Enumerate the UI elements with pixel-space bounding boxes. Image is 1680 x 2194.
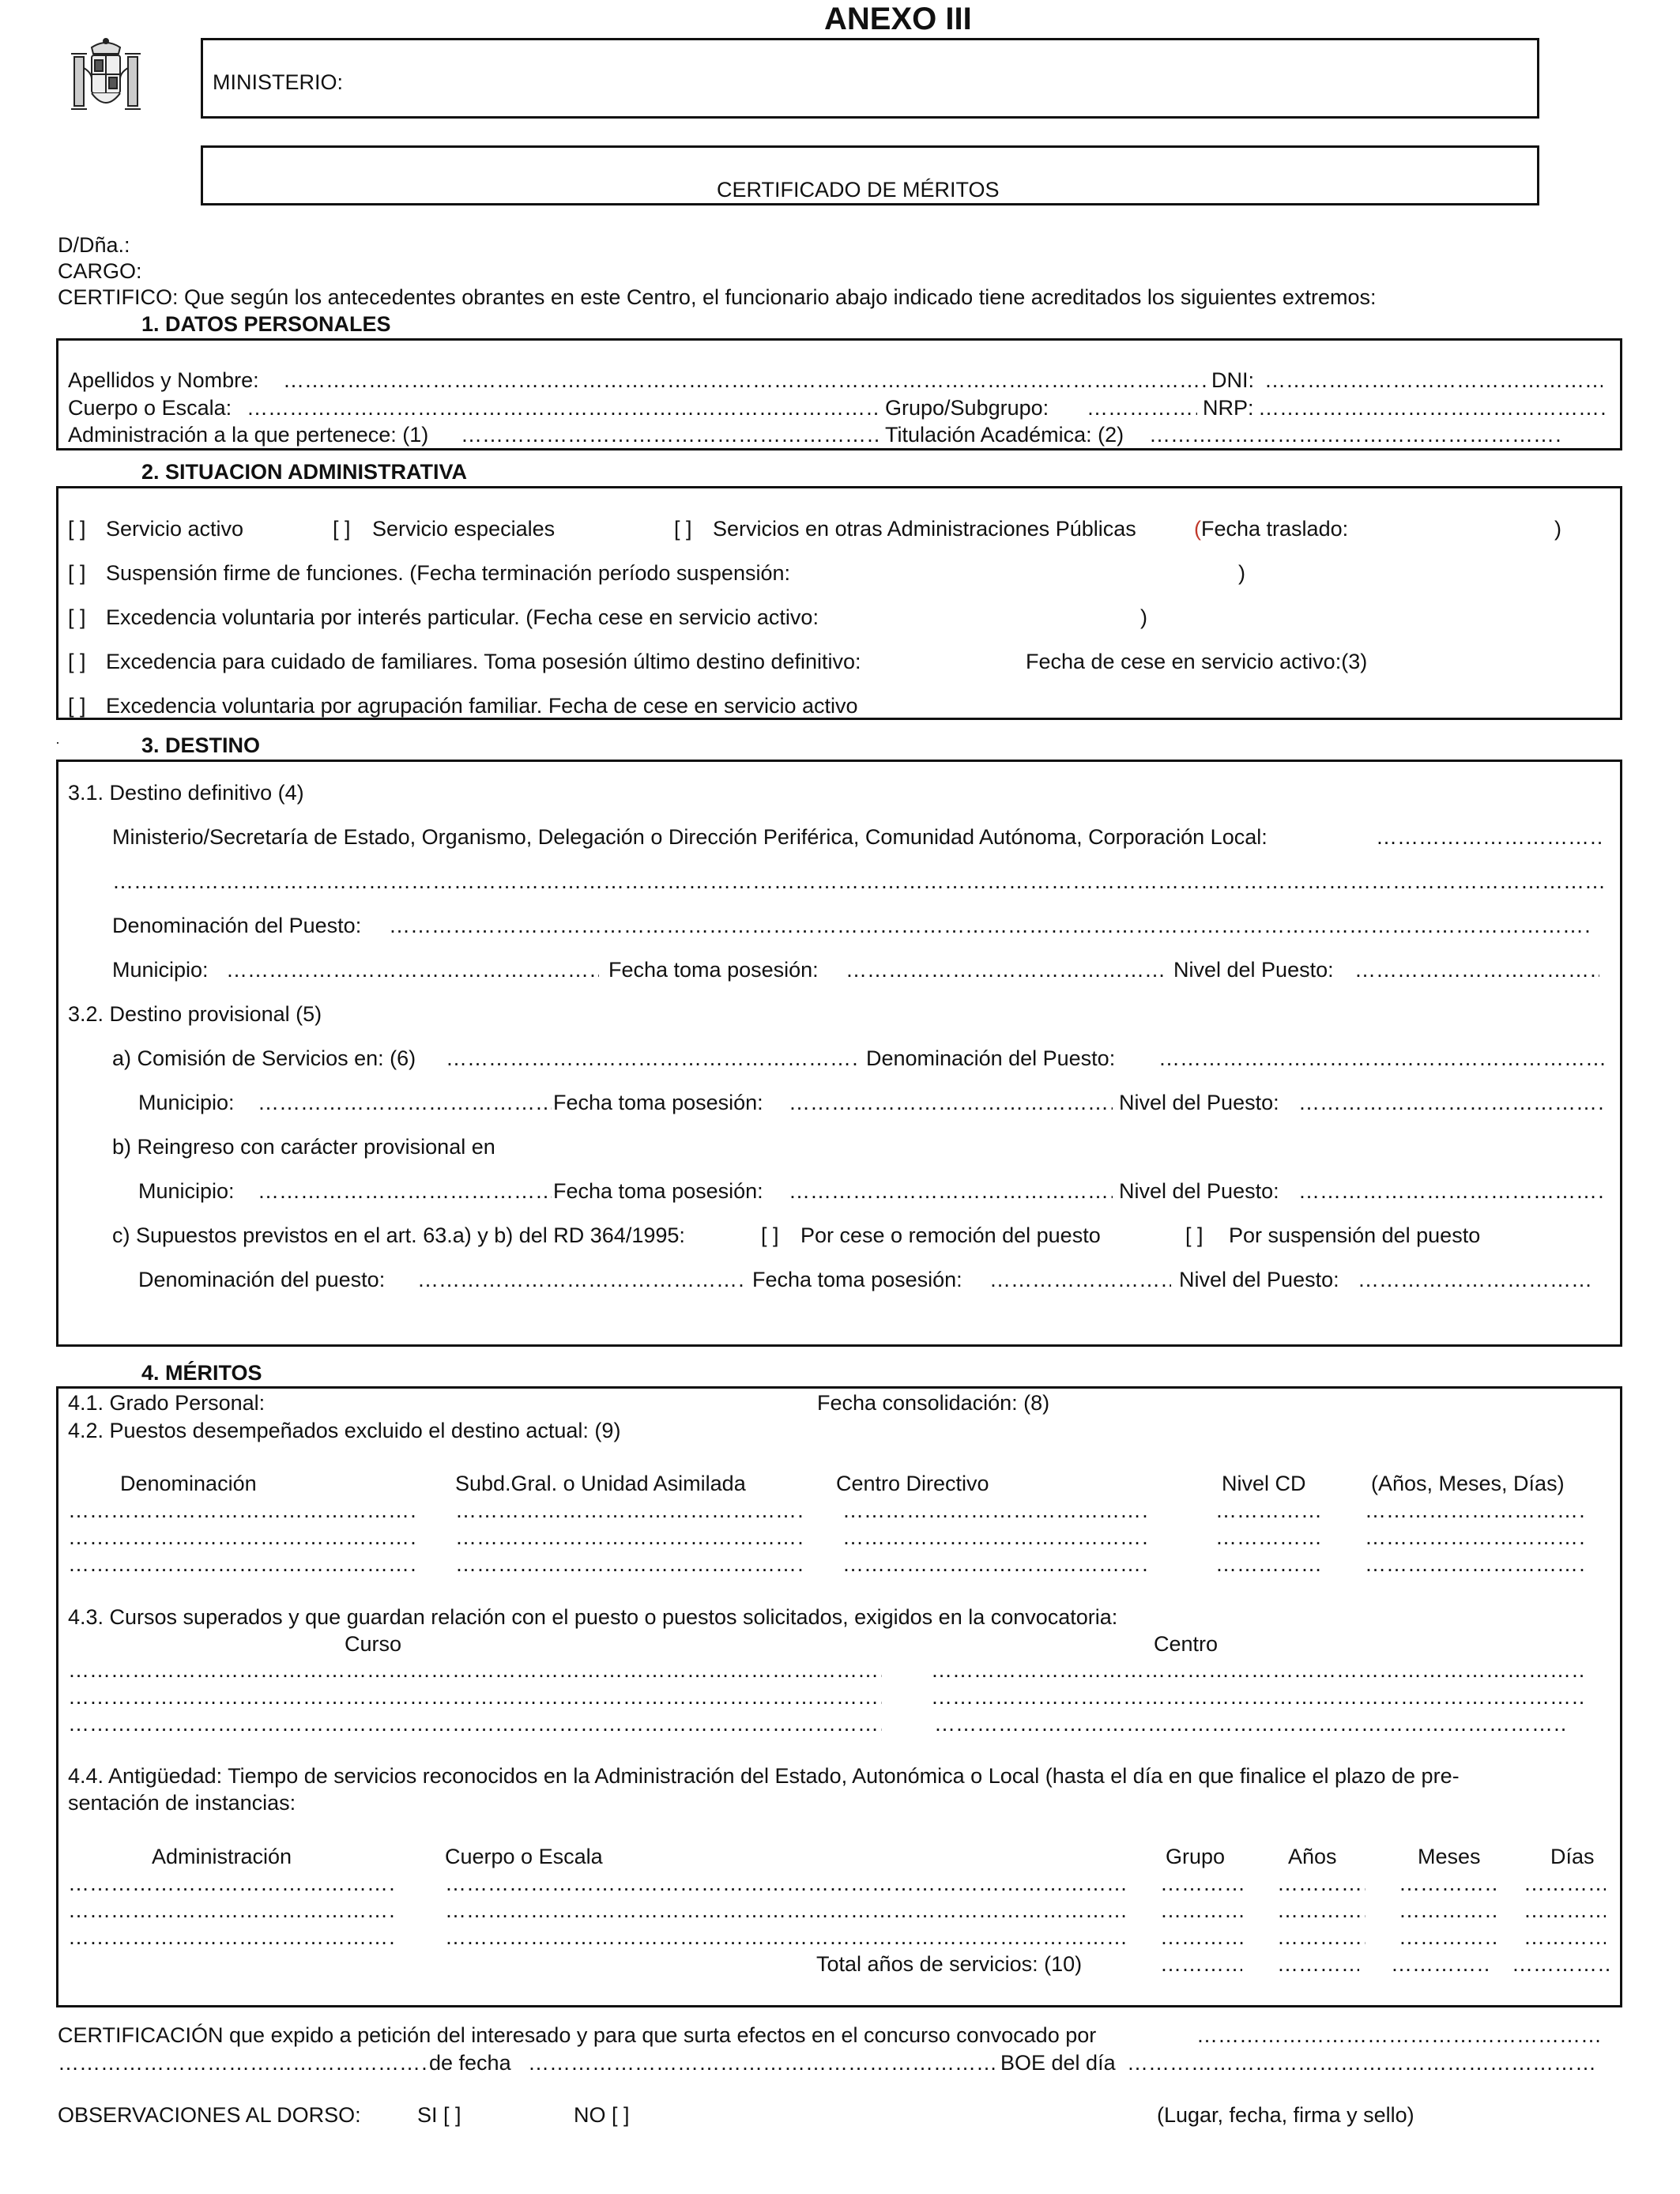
destino-provisional-title: 3.2. Destino provisional (5) [68,1002,322,1026]
dona-label: D/Dña.: [58,233,130,257]
table-row[interactable] [68,1500,416,1521]
nivel-reingreso-field[interactable] [1298,1181,1607,1202]
municipio-reingreso-field[interactable] [258,1181,552,1202]
col-centro-directivo: Centro Directivo [836,1472,989,1495]
table-row[interactable] [1524,1927,1606,1948]
table-row[interactable] [68,1713,882,1735]
fecha-toma-label: Fecha toma posesión: [608,958,819,982]
nivel-supuestos-label: Nivel del Puesto: [1179,1268,1339,1291]
comision-label: a) Comisión de Servicios en: (6) [112,1046,416,1070]
antiguedad-text-1: 4.4. Antigüedad: Tiempo de servicios reconocidos en la Administración del Estado, Autonómica o Local (hasta el día en que finalice el plazo de pre- [68,1764,1460,1788]
fecha-toma-comision-field[interactable] [789,1092,1113,1114]
nrp-label: NRP: [1203,396,1254,420]
ministerio-line-label: Ministerio/Secretaría de Estado, Organismo, Delegación o Dirección Periférica, Comunidad Autónoma, Corporación Local: [112,825,1268,849]
table-row[interactable] [68,1927,394,1948]
paren-close: ) [1238,561,1245,585]
col-centro: Centro [1154,1632,1219,1656]
ministerio-box[interactable] [201,38,1539,119]
certificado-title: CERTIFICADO DE MÉRITOS [717,178,1000,202]
grupo-label: Grupo/Subgrupo: [885,396,1049,420]
total-grupo-field[interactable] [1160,1954,1242,1975]
checkbox-suspension-puesto[interactable]: [ ] [1185,1223,1203,1247]
servicios-otras-label: Servicios en otras Administraciones Públicas [713,517,1136,541]
nivel-puesto-label: Nivel del Puesto: [1173,958,1334,982]
table-row[interactable] [68,1687,882,1708]
table-row[interactable] [1399,1900,1497,1921]
nivel-comision-field[interactable] [1298,1092,1607,1114]
checkbox-suspension[interactable]: [ ] [68,561,86,585]
table-row[interactable] [1524,1900,1606,1921]
boe-label: BOE del día [1000,2051,1116,2075]
fecha-traslado-label[interactable]: Fecha traslado: [1201,517,1349,541]
total-servicios-label: Total años de servicios: (10) [816,1952,1083,1976]
section-1-title: 1. DATOS PERSONALES [141,312,391,336]
nivel-comision-label: Nivel del Puesto: [1119,1091,1279,1114]
paren-close: ) [1140,605,1147,629]
administracion-label: Administración a la que pertenece: (1) [68,423,429,447]
checkbox-excedencia-interes[interactable]: [ ] [68,605,86,629]
nrp-field[interactable] [1258,398,1606,419]
lugar-fecha-firma: (Lugar, fecha, firma y sello) [1157,2103,1414,2127]
checkbox-si[interactable]: SI [ ] [417,2103,461,2127]
certifico-text: CERTIFICO: Que según los antecedentes obrantes en este Centro, el funcionario abajo indicado tiene acreditados los siguientes extremos: [58,285,1377,309]
suspension-label: Suspensión firme de funciones. (Fecha terminación período suspensión: [106,561,790,585]
cese-label: Por cese o remoción del puesto [800,1223,1101,1247]
total-meses-field[interactable] [1391,1954,1489,1975]
municipio-label: Municipio: [112,958,209,982]
destino-definitivo-title: 3.1. Destino definitivo (4) [68,781,304,805]
table-row[interactable] [445,1900,1128,1921]
table-row[interactable] [455,1527,803,1548]
denominacion-comision-field[interactable] [1158,1048,1606,1069]
cursos-title: 4.3. Cursos superados y que guardan relación con el puesto o puestos solicitados, exigidos en la convocatoria: [68,1605,1118,1629]
table-row[interactable] [68,1873,394,1894]
dni-label: DNI: [1211,368,1254,392]
certificado-box [201,145,1539,205]
table-row[interactable] [1215,1500,1321,1521]
nivel-reingreso-label: Nivel del Puesto: [1119,1179,1279,1203]
fecha-consolidacion-label[interactable]: Fecha consolidación: (8) [817,1391,1050,1415]
municipio-field[interactable] [226,959,599,981]
apellidos-field[interactable] [283,370,1207,391]
grupo-field[interactable] [1087,398,1197,419]
table-row[interactable] [1277,1900,1365,1921]
table-row[interactable] [842,1500,1151,1521]
certificacion-text: CERTIFICACIÓN que expido a petición del interesado y para que surta efectos en el concurso convocado por [58,2023,1097,2047]
denominacion-puesto-field[interactable] [389,915,1591,937]
table-row[interactable] [1365,1527,1586,1548]
section-3-title: 3. DESTINO [141,733,261,757]
reingreso-label: b) Reingreso con carácter provisional en [112,1135,495,1159]
col-anos: Años [1288,1845,1337,1868]
excedencia-interes-label: Excedencia voluntaria por interés particular. (Fecha cese en servicio activo: [106,605,819,629]
checkbox-servicios-otras[interactable]: [ ] [674,517,692,541]
observaciones-label: OBSERVACIONES AL DORSO: [58,2103,361,2127]
denominacion-supuestos-label: Denominación del puesto: [138,1268,386,1291]
table-row[interactable] [1399,1927,1497,1948]
municipio-comision-field[interactable] [258,1092,552,1114]
servicio-especiales-label: Servicio especiales [372,517,556,541]
col-subd-gral: Subd.Gral. o Unidad Asimilada [455,1472,746,1495]
table-row[interactable] [934,1713,1566,1735]
coat-of-arms-icon [68,36,144,120]
table-row[interactable] [1365,1554,1586,1575]
fecha-toma-reingreso-label: Fecha toma posesión: [553,1179,763,1203]
grado-personal-label[interactable]: 4.1. Grado Personal: [68,1391,266,1415]
table-row[interactable] [68,1660,882,1681]
col-grupo: Grupo [1166,1845,1226,1868]
fecha-toma-comision-label: Fecha toma posesión: [553,1091,763,1114]
servicio-activo-label: Servicio activo [106,517,244,541]
page-title: ANEXO III [824,2,972,36]
dni-field[interactable] [1264,370,1603,391]
ministerio-line-field[interactable] [1376,827,1605,848]
cargo-label: CARGO: [58,259,142,283]
section-3-bullet: · [55,734,60,750]
administracion-field[interactable] [461,424,880,446]
fecha-toma-reingreso-field[interactable] [789,1181,1113,1202]
col-anos-meses-dias: (Años, Meses, Días) [1371,1472,1565,1495]
suspension-puesto-label: Por suspensión del puesto [1229,1223,1481,1247]
col-curso: Curso [345,1632,402,1656]
municipio-reingreso-label: Municipio: [138,1179,235,1203]
de-fecha-label: de fecha [429,2051,511,2075]
apellidos-label: Apellidos y Nombre: [68,368,259,392]
denominacion-supuestos-field[interactable] [417,1269,743,1291]
col-nivel-cd: Nivel CD [1222,1472,1306,1495]
table-row[interactable] [931,1660,1587,1681]
ministerio-label: MINISTERIO: [213,70,344,94]
checkbox-servicio-especiales[interactable]: [ ] [333,517,351,541]
table-row[interactable] [842,1554,1151,1575]
table-row[interactable] [445,1927,1128,1948]
table-row[interactable] [1160,1900,1245,1921]
fecha-toma-supuestos-label: Fecha toma posesión: [752,1268,962,1291]
table-row[interactable] [455,1500,803,1521]
col-administracion: Administración [152,1845,292,1868]
table-row[interactable] [1215,1554,1321,1575]
nivel-puesto-field[interactable] [1354,959,1599,981]
comision-field[interactable] [446,1048,861,1069]
checkbox-excedencia-cuidado[interactable]: [ ] [68,650,86,673]
fecha-toma-supuestos-field[interactable] [989,1269,1171,1291]
nivel-supuestos-field[interactable] [1358,1269,1591,1291]
col-dias: Días [1550,1845,1595,1868]
table-row[interactable] [68,1527,416,1548]
supuestos-label: c) Supuestos previstos en el art. 63.a) y b) del RD 364/1995: [112,1223,685,1247]
table-row[interactable] [1215,1527,1321,1548]
antiguedad-text-2: sentación de instancias: [68,1791,296,1815]
table-row[interactable] [1524,1873,1606,1894]
convocatoria-field[interactable] [58,2053,428,2074]
total-dias-field[interactable] [1512,1954,1610,1975]
table-row[interactable] [1277,1927,1365,1948]
table-row[interactable] [842,1527,1151,1548]
col-denominacion: Denominación [120,1472,257,1495]
table-row[interactable] [1399,1873,1497,1894]
ministerio-line-field-2[interactable] [112,871,1606,892]
table-row[interactable] [1160,1873,1245,1894]
table-row[interactable] [445,1873,1128,1894]
table-row[interactable] [1365,1500,1586,1521]
cuerpo-field[interactable] [247,398,880,419]
excedencia-agrupacion-label: Excedencia voluntaria por agrupación familiar. Fecha de cese en servicio activo [106,694,858,718]
paren-close: ) [1554,517,1561,541]
table-row[interactable] [68,1900,394,1921]
municipio-comision-label: Municipio: [138,1091,235,1114]
table-row[interactable] [1277,1873,1365,1894]
col-meses: Meses [1418,1845,1481,1868]
paren-open: ( [1194,517,1201,541]
titulacion-field[interactable] [1149,424,1560,446]
denominacion-puesto-label: Denominación del Puesto: [112,914,362,937]
denominacion-comision-label: Denominación del Puesto: [866,1046,1116,1070]
table-row[interactable] [455,1554,803,1575]
table-row[interactable] [68,1554,416,1575]
checkbox-servicio-activo[interactable]: [ ] [68,517,86,541]
excedencia-cuidado-label: Excedencia para cuidado de familiares. Toma posesión último destino definitivo: [106,650,861,673]
total-anos-field[interactable] [1277,1954,1359,1975]
section-4-title: 4. MÉRITOS [141,1361,262,1385]
fecha-cese-label: Fecha de cese en servicio activo:(3) [1026,650,1368,673]
col-cuerpo-escala: Cuerpo o Escala [445,1845,603,1868]
puestos-title: 4.2. Puestos desempeñados excluido el destino actual: (9) [68,1419,621,1442]
de-fecha-field[interactable] [528,2053,997,2074]
checkbox-excedencia-agrupacion[interactable]: [ ] [68,694,86,718]
table-row[interactable] [1160,1927,1245,1948]
checkbox-no[interactable]: NO [ ] [574,2103,630,2127]
fecha-toma-field[interactable] [846,959,1166,981]
cuerpo-label: Cuerpo o Escala: [68,396,232,420]
checkbox-cese[interactable]: [ ] [761,1223,779,1247]
table-row[interactable] [931,1687,1587,1708]
titulacion-label: Titulación Académica: (2) [885,423,1124,447]
boe-field[interactable] [1127,2053,1595,2074]
section-2-title: 2. SITUACION ADMINISTRATIVA [141,460,468,484]
convocado-por-field[interactable] [1196,2025,1599,2046]
